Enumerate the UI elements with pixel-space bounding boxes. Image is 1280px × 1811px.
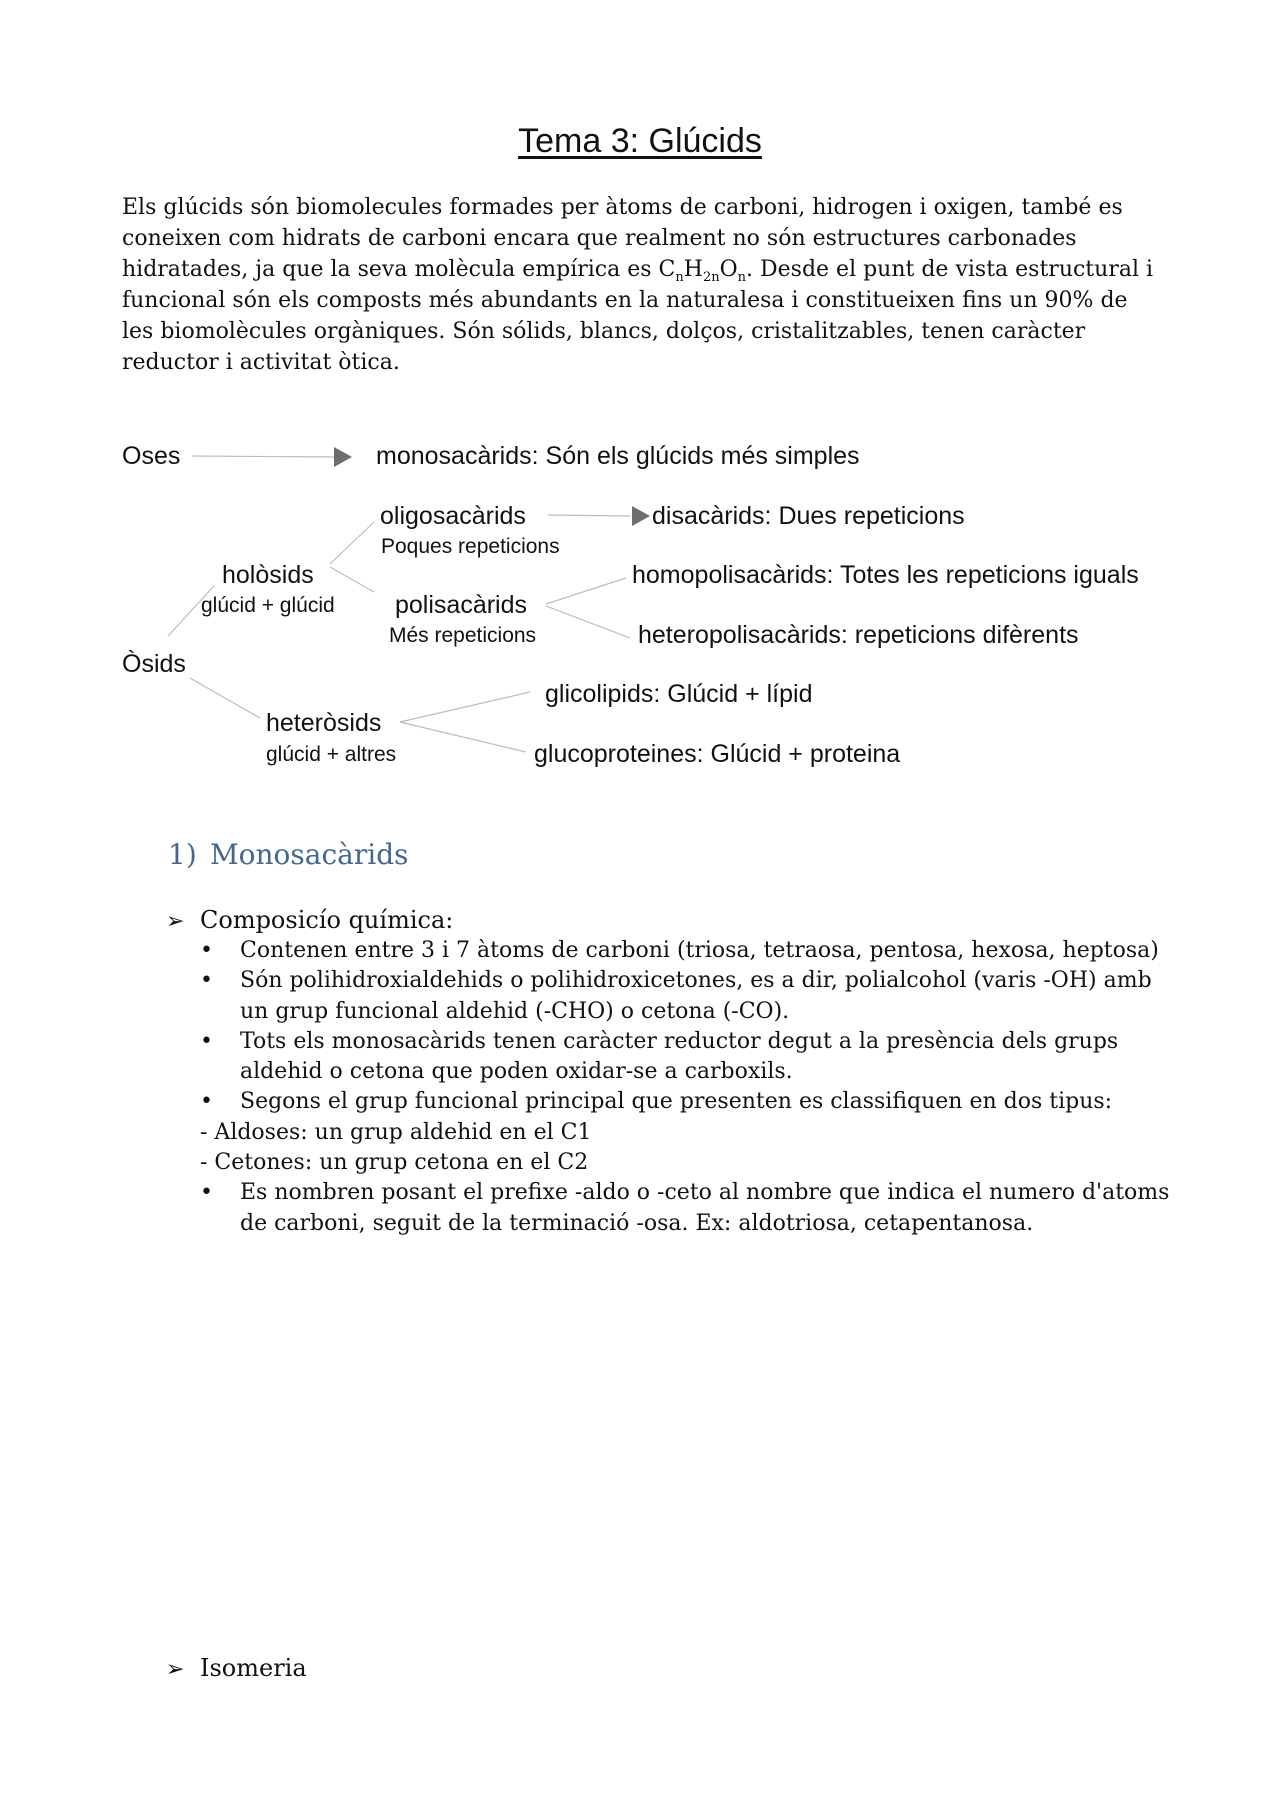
list-item-text: Contenen entre 3 i 7 àtoms de carboni (triosa, tetraosa, pentosa, hexosa, heptosa) (240, 938, 1159, 963)
label-oses: Oses (122, 442, 181, 470)
connector-hetero-glico (400, 692, 530, 722)
note-oligosacarids: Poques repeticions (381, 535, 560, 558)
bullet-composicio (166, 905, 453, 937)
bullet-dot-icon: • (200, 938, 213, 963)
classification-diagram (0, 0, 1280, 800)
bullet-dot-icon: • (200, 968, 213, 994)
formula-o-sub: n (737, 270, 747, 285)
list-item-text: Tots els monosacàrids tenen caràcter reductor degut a la presència dels grups aldehid o cetona que poden oxidar-se a carboxils. (240, 1028, 1119, 1085)
bullet-isomeria (166, 1653, 307, 1685)
label-polisacarids: polisacàrids (395, 591, 528, 619)
label-oligosacarids: oligosacàrids (380, 502, 526, 530)
intro-text-2: . Desde el punt de vista estructural i funcional són els composts més abundants en la naturalesa i constitueixen fins un 90% de les biomolècules orgàniques. Són sólids, blancs, dolços, cristalitzables, tenen caràcter reductor i activitat òtica. (122, 257, 1154, 375)
composicio-list (200, 936, 1180, 1239)
section-heading-monosacarids (168, 838, 409, 871)
label-osids: Òsids (122, 650, 186, 678)
label-heterosids: heteròsids (266, 709, 382, 737)
label-holosids: holòsids (222, 561, 314, 589)
page-title: Tema 3: Glúcids (518, 122, 762, 160)
connector-holosids-oligo (330, 522, 374, 564)
arrowhead-mono (334, 447, 352, 467)
bullet-dot-icon: • (200, 1089, 213, 1115)
intro-text-1: Els glúcids són biomolecules formades per àtoms de carboni, hidrogen i oxigen, també es coneixen com hidrats de carboni encara que realment no són estructures carbonades hidratades, ja que la seva molècula empírica es (122, 195, 1123, 282)
arrow-bullet-icon: ➢ (166, 909, 185, 934)
arrow-bullet-icon: ➢ (166, 1657, 185, 1682)
label-glicolipids: glicolipids: Glúcid + lípid (545, 680, 813, 708)
list-item-text: Es nombren posant el prefixe -aldo o -ceto al nombre que indica el numero d'atoms de carboni, seguit de la terminació -osa. Ex: aldotriosa, cetapentanosa. (240, 1180, 1170, 1236)
connector-oses-mono (192, 456, 336, 457)
formula-h: H (683, 257, 703, 282)
formula-c: C (658, 257, 676, 282)
isomeria-label: Isomeria (200, 1654, 307, 1682)
section-number: 1) (168, 838, 197, 871)
connector-poli-homo (546, 578, 626, 604)
list-item (200, 1027, 1180, 1088)
note-polisacarids: Més repeticions (389, 624, 537, 647)
connector-osids-heterosids (190, 678, 260, 718)
aldoses-line: - Aldoses: un grup aldehid en el C1 (200, 1119, 592, 1145)
connector-poli-hetero (546, 606, 630, 638)
label-disacarids: disacàrids: Dues repeticions (652, 502, 965, 530)
arrowhead-di (632, 506, 650, 526)
list-item-text: Són polihidroxialdehids o polihidroxicetones, es a dir, polialcohol (varis -OH) amb un grup funcional aldehid (-CHO) o cetona (-CO). (240, 968, 1152, 1024)
section-title: Monosacàrids (210, 838, 409, 871)
connector-holosids-poli (330, 567, 374, 592)
cetones-line: - Cetones: un grup cetona en el C2 (200, 1150, 589, 1176)
bullet-dot-icon: • (200, 1180, 213, 1206)
list-item-text: Segons el grup funcional principal que presenten es classifiquen en dos tipus: (240, 1089, 1113, 1115)
list-item (200, 1087, 1180, 1117)
composicio-label: Composicío química: (200, 906, 454, 934)
note-holosids: glúcid + glúcid (201, 594, 335, 617)
list-item (200, 1178, 1180, 1239)
label-monosacarids: monosacàrids: Són els glúcids més simples (376, 442, 860, 470)
formula-h-sub: 2n (702, 270, 720, 285)
formula-c-sub: n (675, 270, 684, 285)
list-item (200, 966, 1180, 1027)
note-heterosids: glúcid + altres (266, 743, 397, 766)
label-heteropolisacarids: heteropolisacàrids: repeticions difèrents (638, 621, 1079, 649)
formula-o: O (719, 257, 738, 282)
list-item (200, 936, 1180, 966)
connector-hetero-gluco (400, 722, 526, 752)
connector-oligo-di (548, 515, 630, 516)
bullet-dot-icon: • (200, 1028, 213, 1054)
label-homopolisacarids: homopolisacàrids: Totes les repeticions iguals (632, 561, 1139, 589)
label-glucoproteines: glucoproteines: Glúcid + proteina (534, 740, 901, 768)
